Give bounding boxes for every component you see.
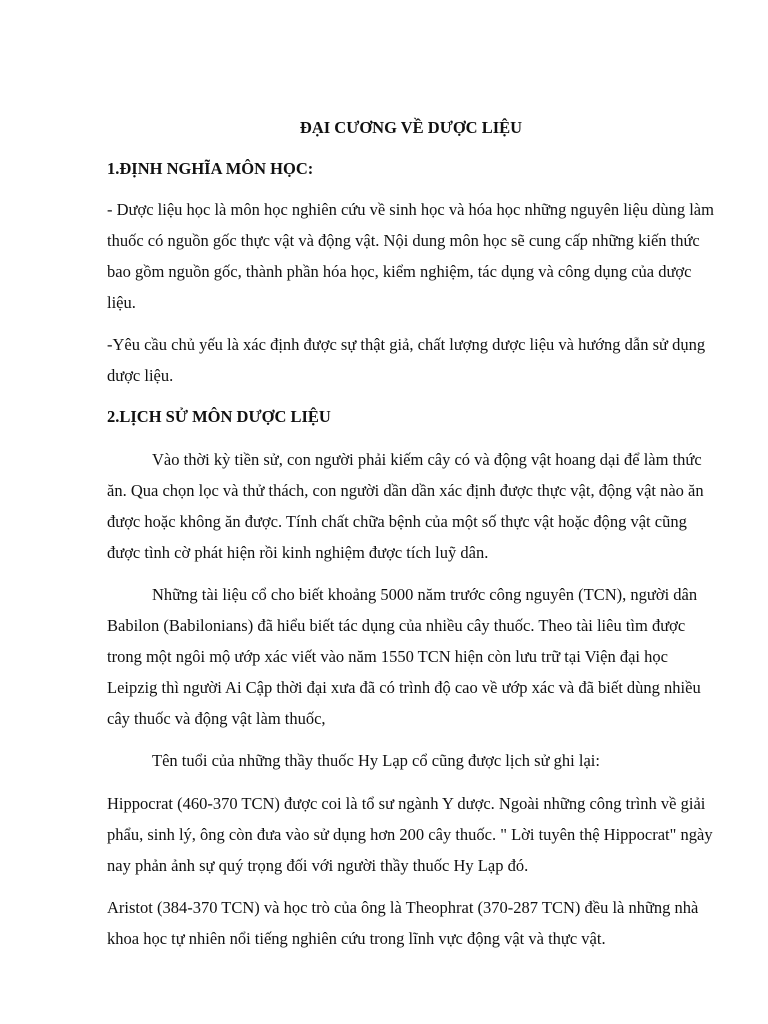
paragraph-definition: - Dược liệu học là môn học nghiên cứu về sinh học và hóa học những nguyên liệu dùng làm thuốc có nguồn gốc thực vật và động vật. Nội dung môn học sẽ cung cấp những kiến thức bao gồm nguồn gốc, thành phần hóa học, kiểm nghiệm, tác dụng và công dụng của dược liệu. bbox=[107, 200, 714, 312]
paragraph-ancient-documents: Những tài liệu cổ cho biết khoảng 5000 năm trước công nguyên (TCN), người dân Babilon (Babilonians) đã hiểu biết tác dụng của nhiều cây thuốc. Theo tài liêu tìm được trong một ngôi mộ ướp xác viết vào năm 1550 TCN hiện còn lưu trữ tại Viện đại học Leipzig thì người Ai Cập thời đại xưa đã có trình độ cao về ướp xác và đã biết dùng nhiều cây thuốc và động vật làm thuốc, bbox=[107, 585, 701, 728]
section-heading-history: 2.LỊCH SỬ MÔN DƯỢC LIỆU bbox=[107, 407, 331, 426]
section-heading-definition: 1.ĐỊNH NGHĨA MÔN HỌC: bbox=[107, 159, 314, 178]
paragraph-aristot: Aristot (384-370 TCN) và học trò của ông là Theophrat (370-287 TCN) đều là những nhà khoa học tự nhiên nổi tiếng nghiên cứu trong lĩnh vực động vật và thực vật. bbox=[107, 898, 699, 948]
paragraph-prehistory: Vào thời kỳ tiền sử, con người phải kiếm cây có và động vật hoang dại để làm thức ăn. Qua chọn lọc và thử thách, con người dần dần xác định được thực vật, động vật nào ăn được hoặc không ăn được. Tính chất chữa bệnh của một số thực vật hoặc động vật cũng được tình cờ phát hiện rồi kinh nghiệm được tích luỹ dân. bbox=[107, 450, 704, 562]
paragraph-requirements: -Yêu cầu chủ yếu là xác định được sự thật giả, chất lượng dược liệu và hướng dẫn sử dụng dược liệu. bbox=[107, 335, 706, 385]
paragraph-hippocrat: Hippocrat (460-370 TCN) được coi là tổ sư ngành Y dược. Ngoài những công trình về giải phẩu, sinh lý, ông còn đưa vào sử dụng hơn 200 cây thuốc. " Lời tuyên thệ Hippocrat" ngày nay phản ảnh sự quý trọng đối với người thầy thuốc Hy Lạp đó. bbox=[107, 794, 713, 875]
document-title: ĐẠI CƯƠNG VỀ DƯỢC LIỆU bbox=[299, 118, 523, 137]
paragraph-greek-physicians: Tên tuổi của những thầy thuốc Hy Lạp cổ cũng được lịch sử ghi lại: bbox=[152, 751, 600, 770]
